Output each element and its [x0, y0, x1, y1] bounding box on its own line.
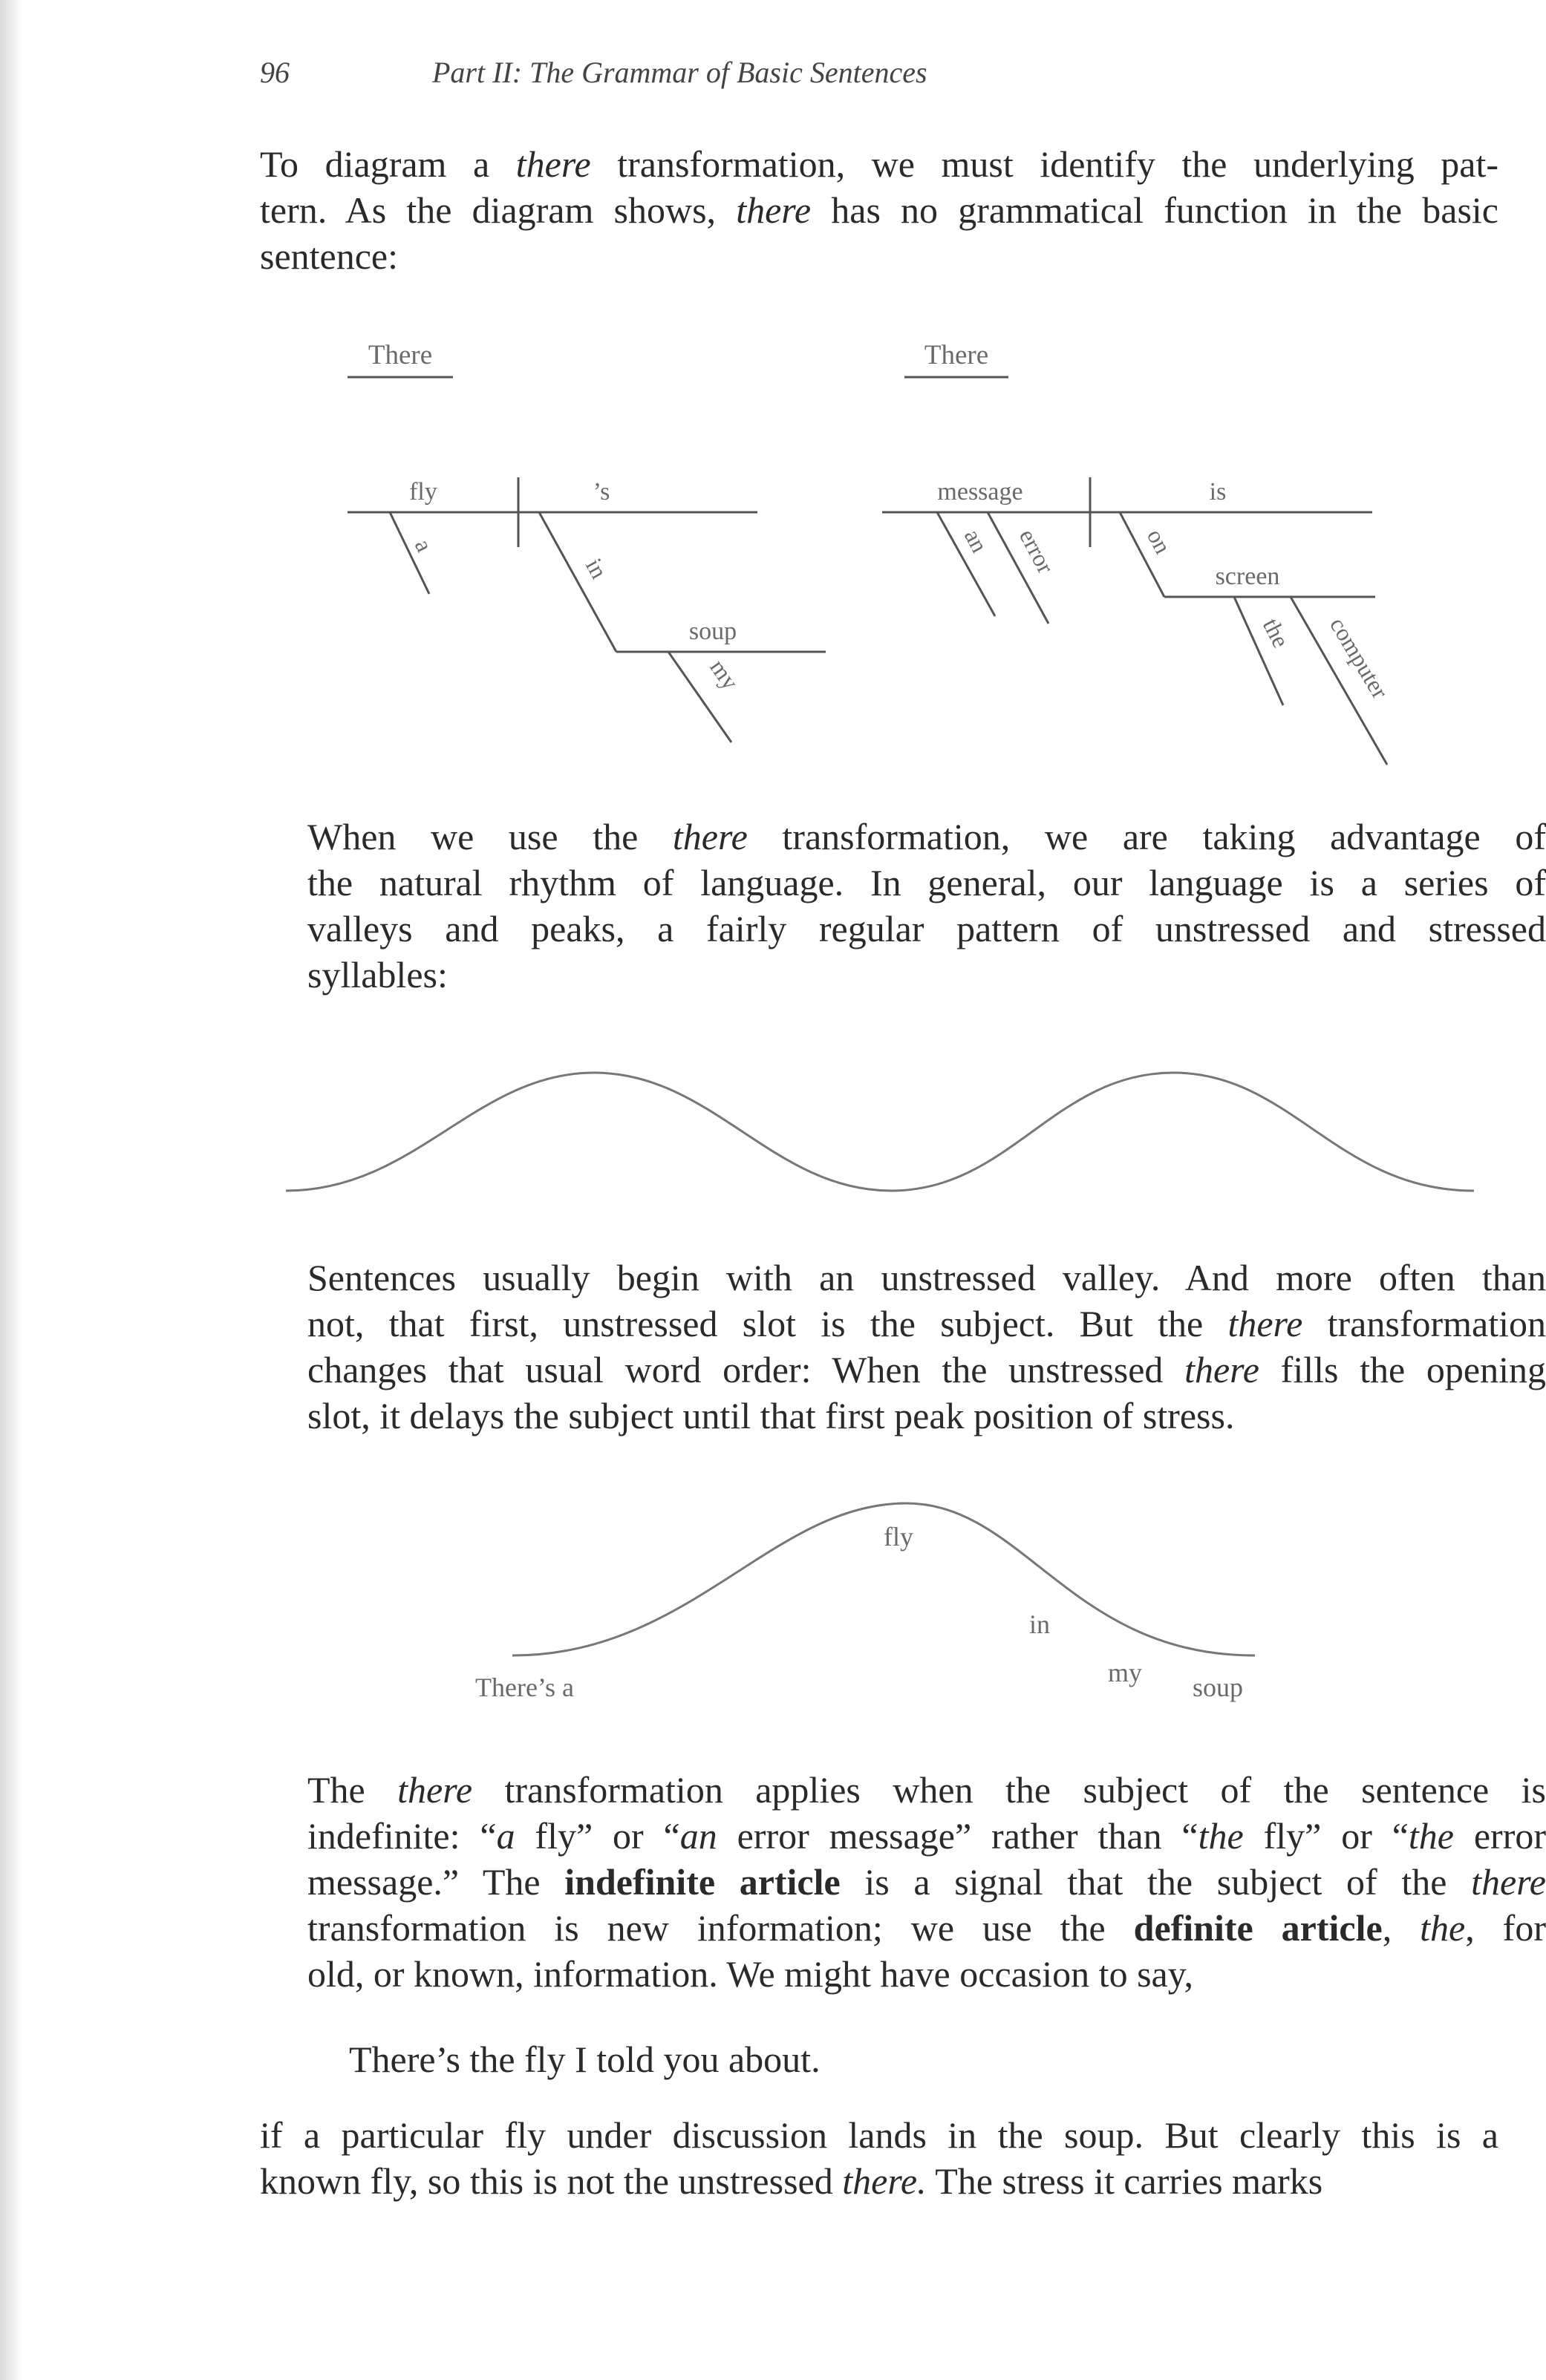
- italic-term: the: [1420, 1907, 1466, 1949]
- italic-term: there: [1227, 1303, 1303, 1344]
- italic-term: there.: [842, 2160, 927, 2202]
- text-line: The there transformation applies when the subject of the sentence is: [307, 1769, 1546, 1811]
- stress-phrase-start: There’s a: [475, 1673, 574, 1702]
- page-number: 96: [260, 56, 290, 89]
- diagram1-subject-modifier: a: [409, 534, 439, 556]
- italic-term: there: [397, 1769, 473, 1811]
- bold-term: definite article: [1133, 1907, 1383, 1949]
- sentence-diagram-2: [0, 319, 1521, 779]
- bold-term: indefinite article: [564, 1861, 841, 1903]
- diagram2-preposition: on: [1141, 524, 1177, 558]
- diagram2-verb: is: [1209, 478, 1227, 506]
- text-line: old, or known, information. We might have occasion to say,: [307, 1953, 1193, 1995]
- running-head: [260, 55, 927, 90]
- paragraph-1: [260, 141, 1498, 279]
- diagram1-verb: ’s: [593, 478, 610, 506]
- text-line: Sentences usually begin with an unstressed valley. And more often than: [307, 1257, 1546, 1298]
- italic-term: there: [672, 816, 748, 857]
- stress-valley-word: my: [1107, 1658, 1143, 1687]
- diagram1-there: There: [368, 340, 433, 370]
- text-line: changes that usual word order: When the unstressed there fills the opening: [307, 1349, 1546, 1390]
- diagram2-modifier-an: an: [959, 524, 994, 557]
- text-line: To diagram a there transformation, we must identify the underlying pat-: [260, 143, 1498, 185]
- text-line: syllables:: [307, 954, 448, 996]
- paragraph-5: [260, 2112, 1498, 2204]
- example-sentence: There’s the fly I told you about.: [349, 2039, 821, 2080]
- italic-term: there: [1471, 1861, 1546, 1903]
- text-line: known fly, so this is not the unstressed there. The stress it carries marks: [260, 2160, 1323, 2202]
- italic-term: there: [736, 189, 812, 231]
- italic-term: there: [515, 143, 591, 185]
- stress-curve: [0, 1492, 1521, 1730]
- diagram2-object: screen: [1215, 563, 1280, 590]
- stress-peak-word: fly: [884, 1522, 913, 1552]
- diagram1-preposition: in: [580, 553, 613, 583]
- modifier-an-line: [937, 512, 995, 616]
- stress-descending-word: in: [1028, 1609, 1051, 1639]
- text-line: tern. As the diagram shows, there has no grammatical function in the basic: [260, 189, 1499, 231]
- rhythm-wave: [0, 1032, 1521, 1210]
- diagram2-there: There: [924, 340, 989, 370]
- diagram1-subject: fly: [409, 478, 437, 506]
- text-line: not, that first, unstressed slot is the subject. But the there transformation: [307, 1303, 1546, 1344]
- text-line: indefinite: “a fly” or “an error message” rather than “the fly” or “the error: [307, 1815, 1546, 1857]
- italic-term: the: [1198, 1815, 1244, 1857]
- italic-term: an: [679, 1815, 717, 1857]
- paragraph-3: [260, 1255, 1546, 1439]
- text-line: valleys and peaks, a fairly regular pattern of unstressed and stressed: [307, 908, 1546, 949]
- diagram1-object-modifier: my: [705, 654, 745, 695]
- running-head-title: Part II: The Grammar of Basic Sentences: [432, 56, 927, 89]
- paragraph-4: [260, 1767, 1546, 1997]
- diagram1-object: soup: [688, 618, 737, 645]
- diagram2-object-modifier-computer: computer: [1324, 612, 1395, 704]
- stress-end-word: soup: [1192, 1673, 1244, 1702]
- diagram2-modifier-error: error: [1014, 524, 1060, 578]
- italic-term: there: [1184, 1349, 1259, 1390]
- paragraph-2: [260, 814, 1546, 998]
- wave-curve: [286, 1073, 1474, 1191]
- text-line: sentence:: [260, 235, 399, 277]
- modifier-the-line: [1234, 597, 1283, 705]
- text-line: the natural rhythm of language. In general, our language is a series of: [307, 862, 1546, 903]
- text-line: if a particular fly under discussion lands in the soup. But clearly this is a: [260, 2114, 1498, 2156]
- italic-term: a: [496, 1815, 515, 1857]
- text-line: slot, it delays the subject until that first peak position of stress.: [307, 1395, 1235, 1436]
- text-line: transformation is new information; we use the definite article, the, for: [307, 1907, 1546, 1949]
- diagram2-object-modifier-the: the: [1257, 613, 1295, 653]
- diagram2-subject: message: [937, 478, 1023, 506]
- text-line: When we use the there transformation, we are taking advantage of: [307, 816, 1546, 857]
- text-line: message.” The indefinite article is a signal that the subject of the there: [307, 1861, 1546, 1903]
- italic-term: the: [1408, 1815, 1454, 1857]
